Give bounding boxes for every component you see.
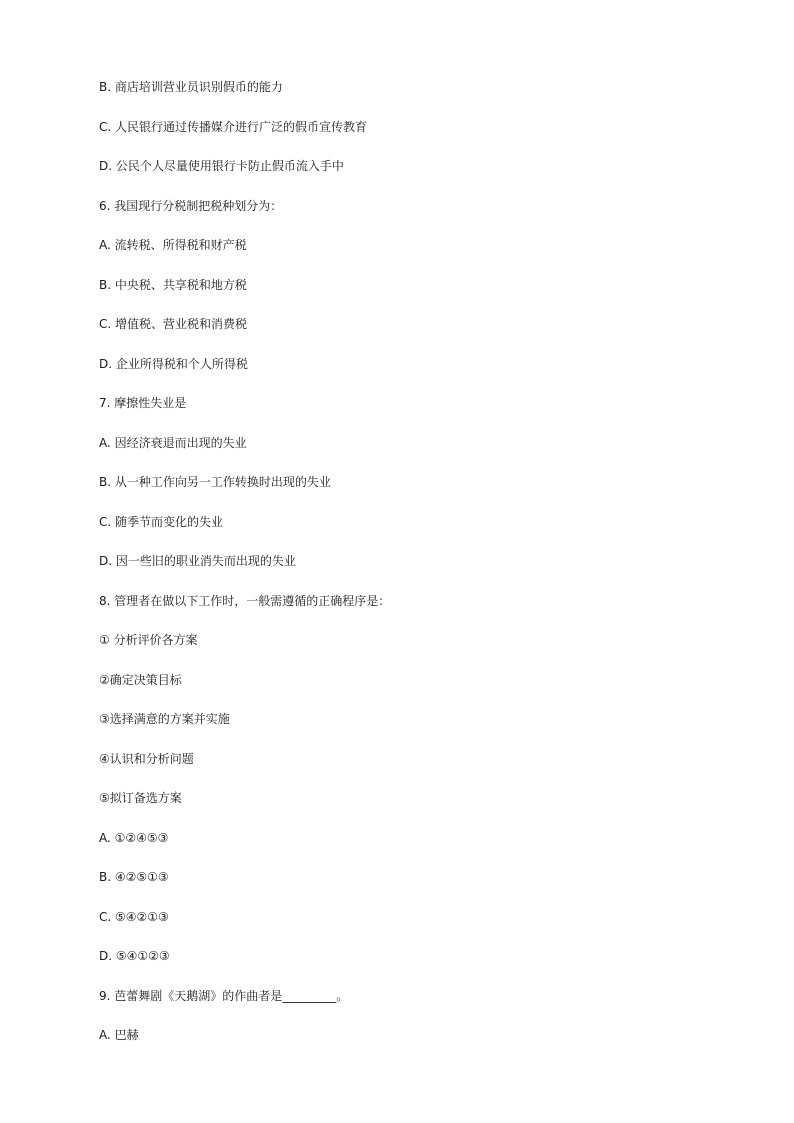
option-5b: B. 商店培训营业员识别假币的能力: [99, 80, 283, 94]
question-9: 9. 芭蕾舞剧《天鹅湖》的作曲者是_________。: [99, 988, 349, 1003]
option-5c: C. 人民银行通过传播媒介进行广泛的假币宣传教育: [99, 119, 368, 134]
option-7c: C. 随季节而变化的失业: [99, 514, 224, 529]
option-6d: D. 企业所得税和个人所得税: [99, 356, 248, 371]
option-7a: A. 因经济衰退而出现的失业: [99, 435, 247, 450]
option-6b: B. 中央税、共享税和地方税: [99, 277, 247, 292]
option-8a: A. ①②④⑤③: [99, 830, 169, 845]
step-3: ③选择满意的方案并实施: [99, 712, 230, 726]
option-7d: D. 因一些旧的职业消失而出现的失业: [99, 554, 296, 568]
step-2: ②确定决策目标: [99, 672, 182, 687]
option-8d: D. ⑤④①②③: [99, 949, 170, 963]
step-4: ④认识和分析问题: [99, 751, 194, 766]
document-body: [99, 78, 739, 1066]
question-7: 7. 摩擦性失业是: [99, 396, 187, 410]
step-5: ⑤拟订备选方案: [99, 791, 182, 805]
option-6c: C. 增值税、营业税和消费税: [99, 317, 248, 331]
option-9a: A. 巴赫: [99, 1028, 139, 1042]
option-7b: B. 从一种工作向另一工作转换时出现的失业: [99, 475, 331, 489]
option-8c: C. ⑤④②①③: [99, 909, 169, 924]
option-8b: B. ④②⑤①③: [99, 870, 169, 884]
step-1: ① 分析评价各方案: [99, 633, 198, 647]
question-8: 8. 管理者在做以下工作时，一般需遵循的正确程序是：: [99, 593, 391, 608]
question-6: 6. 我国现行分税制把税种划分为：: [99, 198, 283, 213]
option-5d: D. 公民个人尽量使用银行卡防止假币流入手中: [99, 159, 344, 173]
option-6a: A. 流转税、所得税和财产税: [99, 238, 247, 252]
